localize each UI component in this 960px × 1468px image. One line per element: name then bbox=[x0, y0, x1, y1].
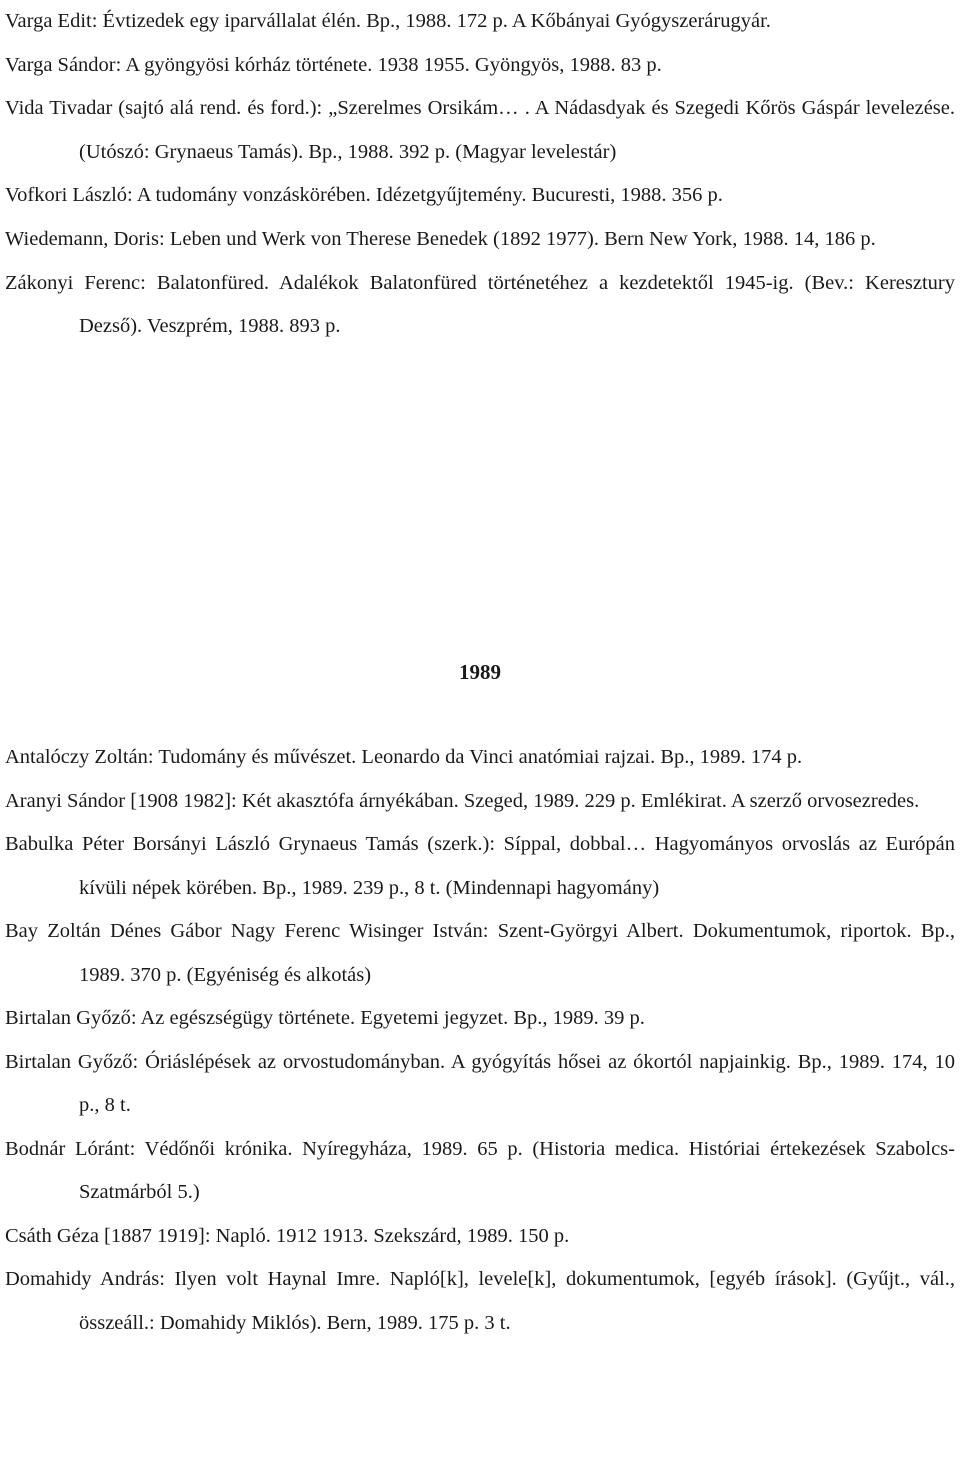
bibliography-section-1989 bbox=[0, 736, 960, 1345]
bibliography-entry: Varga Edit: Évtizedek egy iparvállalat élén. Bp., 1988. 172 p. A Kőbányai Gyógyszerárugyár. bbox=[5, 10, 771, 32]
bibliography-entry: Aranyi Sándor [1908 1982]: Két akasztófa árnyékában. Szeged, 1989. 229 p. Emlékirat. A szerző orvosezredes. bbox=[5, 789, 920, 812]
bibliography-entry: Vofkori László: A tudomány vonzáskörében. Idézetgyűjtemény. Bucuresti, 1988. 356 p. bbox=[5, 184, 723, 207]
bibliography-entry: Varga Sándor: A gyöngyösi kórház története. 1938 1955. Gyöngyös, 1988. 83 p. bbox=[5, 53, 662, 76]
year-heading: 1989 bbox=[459, 660, 501, 684]
bibliography-entry: Birtalan Győző: Az egészségügy története. Egyetemi jegyzet. Bp., 1989. 39 p. bbox=[5, 1007, 645, 1029]
bibliography-entry: Babulka Péter Borsányi László Grynaeus Tamás (szerk.): Síppal, dobbal… Hagyományos orvoslás az Európán kívüli népek körében. Bp., 1989. 239 p., 8 t. (Mindennapi hagyomány) bbox=[5, 833, 955, 899]
bibliography-section-1988 bbox=[0, 0, 960, 349]
bibliography-entry: Wiedemann, Doris: Leben und Werk von Therese Benedek (1892 1977). Bern New York, 1988. 14, 186 p. bbox=[5, 227, 876, 250]
bibliography-entry: Csáth Géza [1887 1919]: Napló. 1912 1913. Szekszárd, 1989. 150 p. bbox=[5, 1224, 570, 1247]
bibliography-entry: Birtalan Győző: Óriáslépések az orvostudományban. A gyógyítás hősei az ókortól napjainkig. Bp., 1989. 174, 10 p., 8 t. bbox=[5, 1050, 955, 1116]
bibliography-entry: Domahidy András: Ilyen volt Haynal Imre. Napló[k], levele[k], dokumentumok, [egyéb írások]. (Gyűjt., vál., összeáll.: Domahidy Miklós). Bern, 1989. 175 p. 3 t. bbox=[5, 1268, 955, 1334]
bibliography-entry: Bay Zoltán Dénes Gábor Nagy Ferenc Wisinger István: Szent-Györgyi Albert. Dokumentumok, riportok. Bp., 1989. 370 p. (Egyéniség és alkotás) bbox=[5, 920, 955, 986]
bibliography-entry: Zákonyi Ferenc: Balatonfüred. Adalékok Balatonfüred történetéhez a kezdetektől 1945-ig. (Bev.: Keresztury Dezső). Veszprém, 1988. 893 p. bbox=[5, 271, 955, 338]
bibliography-entry: Antalóczy Zoltán: Tudomány és művészet. Leonardo da Vinci anatómiai rajzai. Bp., 1989. 174 p. bbox=[5, 746, 803, 768]
bibliography-entry: Bodnár Lóránt: Védőnői krónika. Nyíregyháza, 1989. 65 p. (Historia medica. Históriai értekezések Szabolcs-Szatmárból 5.) bbox=[5, 1137, 955, 1203]
bibliography-entry: Vida Tivadar (sajtó alá rend. és ford.): „Szerelmes Orsikám… . A Nádasdyak és Szegedi Kőrös Gáspár levelezése. (Utószó: Grynaeus Tamás). Bp., 1988. 392 p. (Magyar levelestár) bbox=[5, 97, 955, 163]
